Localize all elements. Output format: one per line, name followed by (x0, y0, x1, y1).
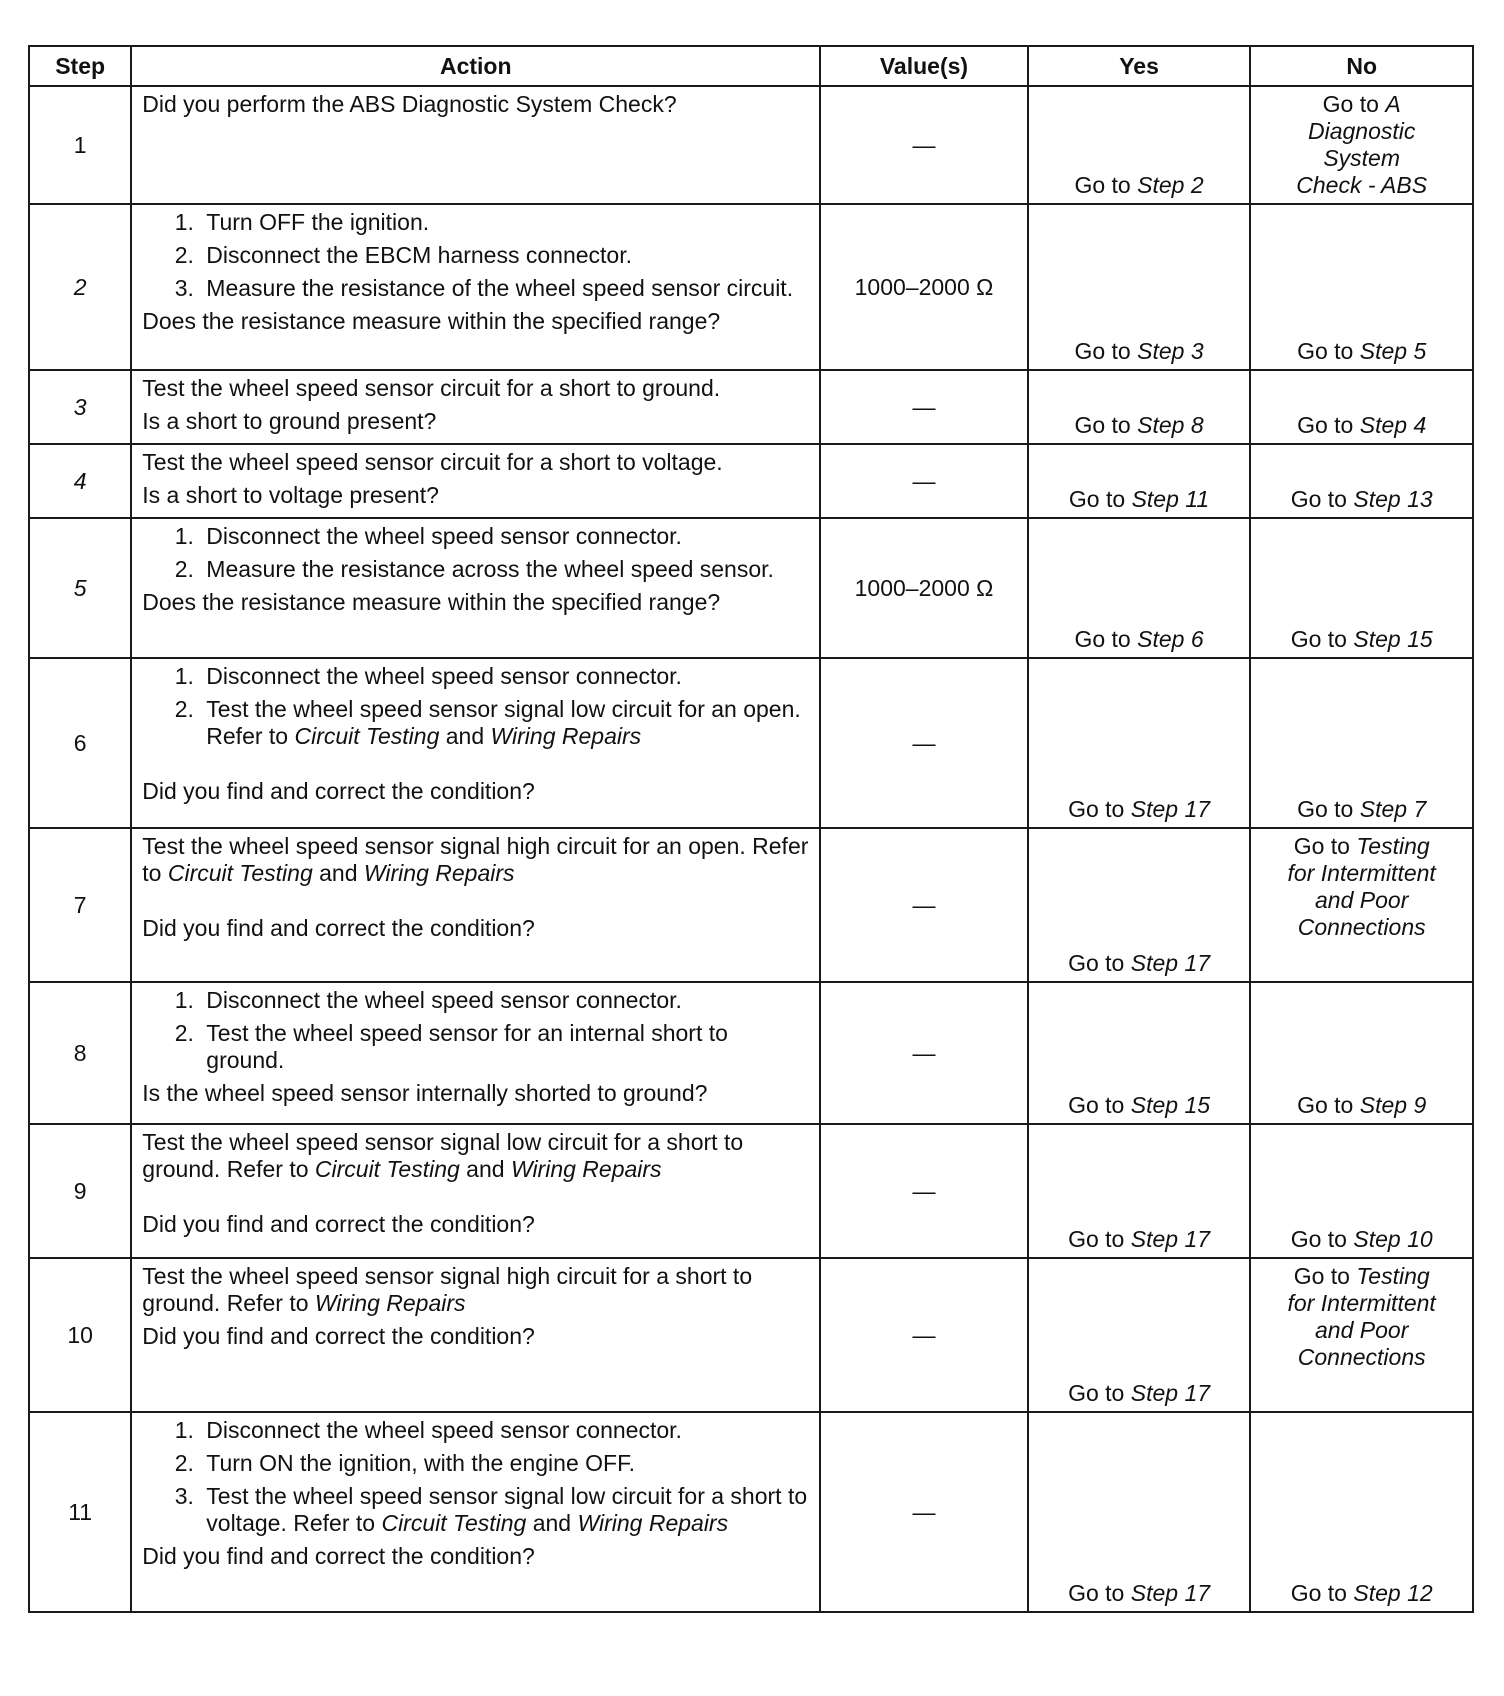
action-step: 2. Test the wheel speed sensor signal low circuit for an open. Refer to Circuit Testing and Wiring Repairs (200, 696, 809, 750)
action-step: 1. Disconnect the wheel speed sensor connector. (200, 987, 809, 1014)
reference-link[interactable]: Circuit Testing (294, 723, 440, 749)
goto-prefix: Go to (1074, 412, 1131, 438)
step-link[interactable]: Step 13 (1353, 486, 1433, 512)
value-cell: — (820, 658, 1028, 828)
goto-prefix: Go to (1290, 626, 1347, 652)
goto-prefix: Go to (1068, 796, 1125, 822)
goto-prefix: Go to (1290, 1580, 1347, 1606)
step-number: 8 (29, 982, 131, 1124)
action-step: 1. Disconnect the wheel speed sensor connector. (200, 663, 809, 690)
header-no: No (1250, 46, 1473, 86)
action-question: Does the resistance measure within the specified range? (142, 308, 721, 334)
yes-cell (1028, 204, 1251, 370)
no-cell (1250, 518, 1473, 658)
goto-prefix: Go to (1074, 338, 1131, 364)
no-cell (1250, 86, 1473, 204)
action-step: 3. Measure the resistance of the wheel speed sensor circuit. (200, 275, 809, 302)
reference-link[interactable]: Wiring Repairs (510, 1156, 662, 1182)
action-steps (142, 663, 809, 750)
goto-prefix: Go to (1074, 626, 1131, 652)
value-cell: 1000–2000 Ω (820, 204, 1028, 370)
action-text: Test the wheel speed sensor signal high circuit for a short to ground. Refer to Wiring Repairs (142, 1263, 753, 1316)
no-cell (1250, 370, 1473, 444)
yes-cell (1028, 370, 1251, 444)
step-link[interactable]: Step 11 (1131, 486, 1210, 512)
header-value: Value(s) (820, 46, 1028, 86)
yes-cell (1028, 658, 1251, 828)
step-link[interactable]: Step 10 (1353, 1226, 1433, 1252)
step-link[interactable]: Step 17 (1130, 1380, 1211, 1406)
yes-cell (1028, 982, 1251, 1124)
action-question: Did you find and correct the condition? (142, 1211, 535, 1237)
value-cell: 1000–2000 Ω (820, 518, 1028, 658)
action-cell (131, 370, 820, 444)
step-link[interactable]: Step 17 (1130, 1226, 1211, 1252)
no-cell (1250, 1124, 1473, 1258)
step-link[interactable]: Step 4 (1359, 412, 1427, 438)
step-link[interactable]: Step 8 (1137, 412, 1204, 438)
value-cell: — (820, 982, 1028, 1124)
table-row (29, 1124, 1473, 1258)
step-link[interactable]: Step 5 (1359, 338, 1427, 364)
reference-link[interactable]: Circuit Testing (167, 860, 313, 886)
no-cell (1250, 444, 1473, 518)
action-cell (131, 86, 820, 204)
action-cell (131, 518, 820, 658)
step-number: 6 (29, 658, 131, 828)
action-question: Is a short to voltage present? (142, 482, 439, 508)
reference-link[interactable]: Wiring Repairs (577, 1510, 729, 1536)
reference-link[interactable]: Wiring Repairs (363, 860, 515, 886)
goto-prefix: Go to (1290, 486, 1347, 512)
step-link[interactable]: Step 2 (1137, 172, 1204, 198)
yes-cell (1028, 1124, 1251, 1258)
goto-prefix: Go to (1297, 338, 1354, 364)
header-action: Action (131, 46, 820, 86)
action-question: Is the wheel speed sensor internally shorted to ground? (142, 1080, 708, 1106)
diagnostic-table (28, 45, 1474, 1613)
yes-cell (1028, 86, 1251, 204)
procedure-link[interactable]: Testing for Intermittent and Poor Connections (1287, 833, 1436, 940)
no-cell (1250, 204, 1473, 370)
step-link[interactable]: Step 17 (1130, 950, 1211, 976)
step-number: 9 (29, 1124, 131, 1258)
table-row (29, 1412, 1473, 1612)
action-text: Did you perform the ABS Diagnostic System Check? (142, 91, 677, 117)
action-cell (131, 204, 820, 370)
action-question: Does the resistance measure within the specified range? (142, 589, 721, 615)
step-number: 5 (29, 518, 131, 658)
action-text: Test the wheel speed sensor signal low circuit for a short to ground. Refer to Circuit Testing and Wiring Repairs (142, 1129, 744, 1182)
table-row (29, 1258, 1473, 1412)
yes-cell (1028, 1412, 1251, 1612)
procedure-link[interactable]: Testing for Intermittent and Poor Connections (1287, 1263, 1436, 1370)
step-number: 4 (29, 444, 131, 518)
action-step: 2. Measure the resistance across the wheel speed sensor. (200, 556, 809, 583)
goto-prefix: Go to (1068, 1226, 1125, 1252)
value-cell: — (820, 86, 1028, 204)
step-link[interactable]: Step 7 (1359, 796, 1427, 822)
goto-prefix: Go to (1297, 796, 1354, 822)
step-link[interactable]: Step 15 (1353, 626, 1433, 652)
no-cell (1250, 1258, 1473, 1412)
no-cell (1250, 1412, 1473, 1612)
action-cell (131, 658, 820, 828)
yes-cell (1028, 1258, 1251, 1412)
action-cell (131, 982, 820, 1124)
step-link[interactable]: Step 17 (1130, 796, 1211, 822)
value-cell: — (820, 1412, 1028, 1612)
table-row (29, 444, 1473, 518)
value-cell: — (820, 370, 1028, 444)
goto-prefix: Go to (1068, 1380, 1125, 1406)
action-step: 3. Test the wheel speed sensor signal low circuit for a short to voltage. Refer to Circuit Testing and Wiring Repairs (200, 1483, 809, 1537)
goto-prefix: Go to (1068, 1580, 1125, 1606)
table-row (29, 204, 1473, 370)
action-steps (142, 987, 809, 1074)
value-cell: — (820, 1258, 1028, 1412)
no-cell (1250, 982, 1473, 1124)
step-link[interactable]: Step 17 (1130, 1580, 1211, 1606)
action-step: 2. Test the wheel speed sensor for an internal short to ground. (200, 1020, 809, 1074)
step-number: 7 (29, 828, 131, 982)
action-cell (131, 828, 820, 982)
goto-prefix: Go to (1068, 950, 1125, 976)
table-row (29, 982, 1473, 1124)
yes-cell (1028, 444, 1251, 518)
goto-prefix: Go to (1074, 172, 1131, 198)
procedure-link[interactable]: A Diagnostic System Check - ABS (1296, 91, 1428, 198)
step-number: 10 (29, 1258, 131, 1412)
action-step: 1. Disconnect the wheel speed sensor connector. (200, 1417, 809, 1444)
goto-prefix: Go to (1322, 91, 1379, 117)
no-cell (1250, 828, 1473, 982)
step-number: 1 (29, 86, 131, 204)
action-cell (131, 1258, 820, 1412)
table-row (29, 370, 1473, 444)
yes-cell (1028, 518, 1251, 658)
action-step: 2. Disconnect the EBCM harness connector. (200, 242, 809, 269)
action-text: Test the wheel speed sensor signal high circuit for an open. Refer to Circuit Testing and Wiring Repairs (142, 833, 809, 886)
step-link[interactable]: Step 6 (1137, 626, 1204, 652)
goto-prefix: Go to (1068, 1092, 1125, 1118)
goto-prefix: Go to (1293, 833, 1350, 859)
table-row (29, 828, 1473, 982)
action-steps (142, 209, 809, 302)
header-row (29, 46, 1473, 86)
step-link[interactable]: Step 3 (1137, 338, 1204, 364)
action-cell (131, 1412, 820, 1612)
table-row (29, 658, 1473, 828)
goto-prefix: Go to (1068, 486, 1126, 512)
step-number: 2 (29, 204, 131, 370)
step-link[interactable]: Step 9 (1359, 1092, 1427, 1118)
goto-prefix: Go to (1290, 1226, 1347, 1252)
action-text: Test the wheel speed sensor circuit for a short to voltage. (142, 449, 723, 475)
action-question: Did you find and correct the condition? (142, 1323, 535, 1349)
goto-prefix: Go to (1293, 1263, 1350, 1289)
reference-link[interactable]: Circuit Testing (381, 1510, 527, 1536)
goto-prefix: Go to (1297, 412, 1354, 438)
reference-link[interactable]: Circuit Testing (314, 1156, 460, 1182)
action-question: Did you find and correct the condition? (142, 778, 535, 804)
value-cell: — (820, 1124, 1028, 1258)
table-row (29, 518, 1473, 658)
step-link[interactable]: Step 15 (1130, 1092, 1211, 1118)
table-row (29, 86, 1473, 204)
yes-cell (1028, 828, 1251, 982)
action-cell (131, 1124, 820, 1258)
action-step: 1. Disconnect the wheel speed sensor connector. (200, 523, 809, 550)
action-question: Did you find and correct the condition? (142, 1543, 535, 1569)
reference-link[interactable]: Wiring Repairs (314, 1290, 466, 1316)
no-cell (1250, 658, 1473, 828)
goto-prefix: Go to (1297, 1092, 1354, 1118)
action-text: Test the wheel speed sensor circuit for a short to ground. (142, 375, 721, 401)
action-cell (131, 444, 820, 518)
action-steps (142, 523, 809, 583)
action-steps (142, 1417, 809, 1537)
reference-link[interactable]: Wiring Repairs (490, 723, 642, 749)
value-cell: — (820, 828, 1028, 982)
header-yes: Yes (1028, 46, 1251, 86)
action-step: 2. Turn ON the ignition, with the engine OFF. (200, 1450, 809, 1477)
step-number: 11 (29, 1412, 131, 1612)
action-question: Is a short to ground present? (142, 408, 437, 434)
action-step: 1. Turn OFF the ignition. (200, 209, 809, 236)
step-number: 3 (29, 370, 131, 444)
action-question: Did you find and correct the condition? (142, 915, 535, 941)
value-cell: — (820, 444, 1028, 518)
header-step: Step (29, 46, 131, 86)
step-link[interactable]: Step 12 (1353, 1580, 1433, 1606)
